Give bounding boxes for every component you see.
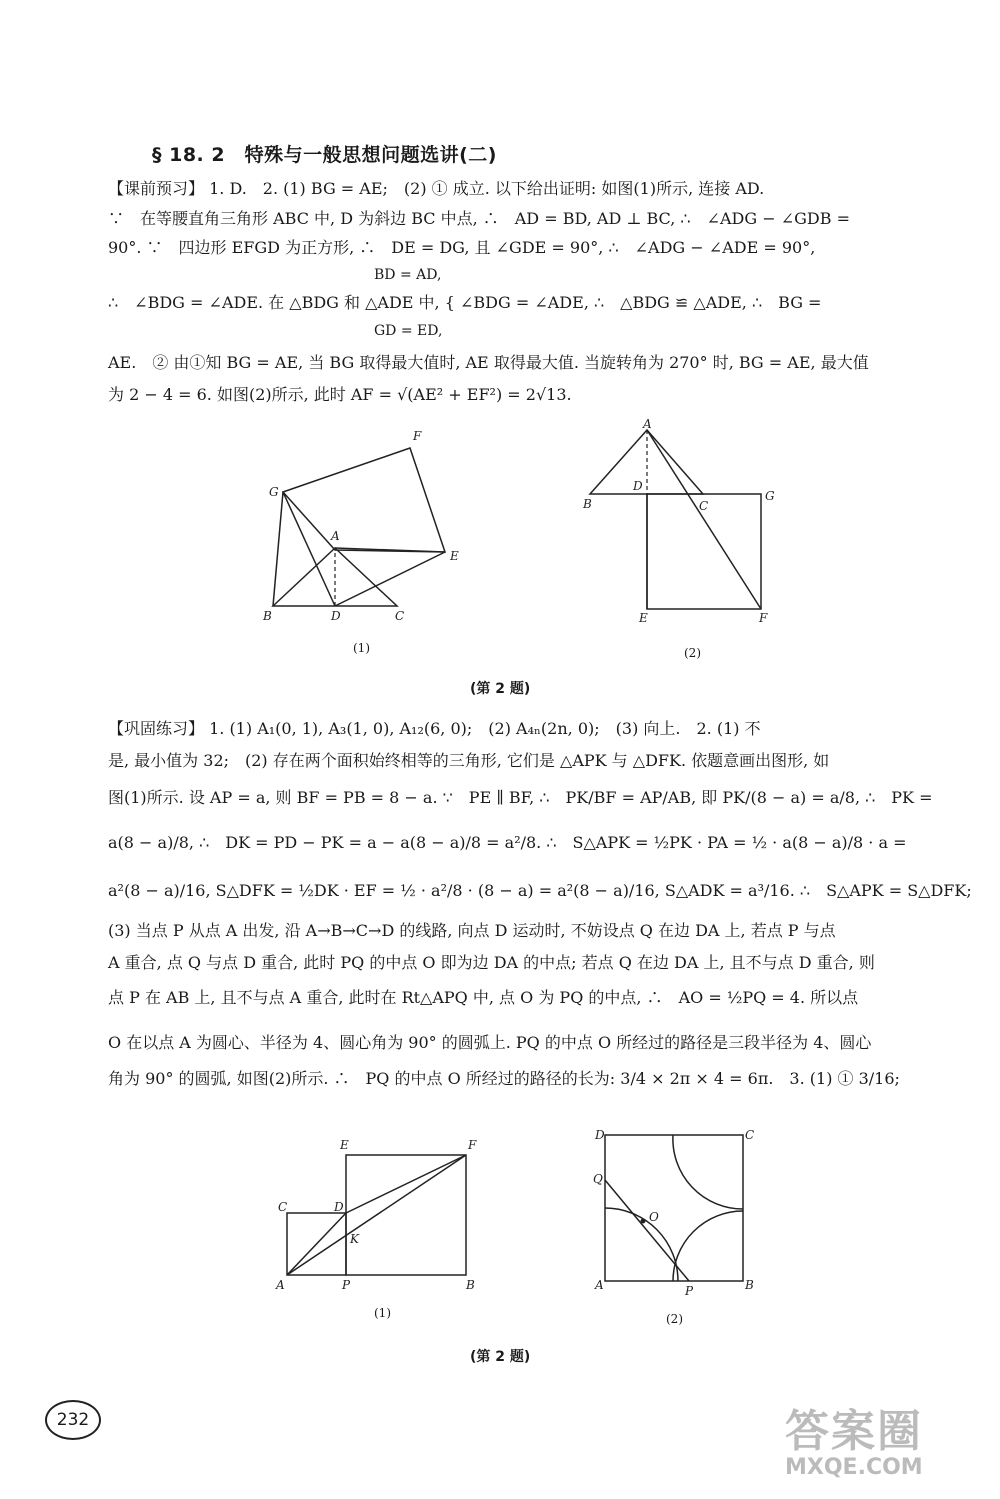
label-P: P <box>685 1284 694 1298</box>
label-B: B <box>583 497 592 511</box>
label-D: D <box>633 479 643 493</box>
label-K: K <box>350 1232 359 1246</box>
figure-1-left-caption: (1) <box>353 641 370 655</box>
text-line: ∴ ∠BDG = ∠ADE. 在 △BDG 和 △ADE 中, { ∠BDG = ∠ADE, ∴ △BDG ≌ △ADE, ∴ BG = <box>108 293 822 312</box>
text-line: a(8 − a)/8, ∴ DK = PD − PK = a − a(8 − a)/8 = a²/8. ∴ S△APK = ½PK · PA = ½ · a(8 − a)/8 · a = <box>108 833 907 852</box>
label-C: C <box>395 609 405 623</box>
watermark-logo <box>785 1395 985 1485</box>
label-D: D <box>334 1200 344 1214</box>
text-line: 【巩固练习】 1. (1) A₁(0, 1), A₃(1, 0), A₁₂(6, 0); (2) A₄ₙ(2n, 0); (3) 向上. 2. (1) 不 <box>108 719 761 738</box>
text-line: BD = AD, <box>108 267 442 283</box>
section-title: § 18. 2 特殊与一般思想问题选讲(二) <box>152 144 497 166</box>
label-A: A <box>595 1278 604 1292</box>
text-line: 是, 最小值为 32; (2) 存在两个面积始终相等的三角形, 它们是 △APK 与 △DFK. 依题意画出图形, 如 <box>108 751 830 770</box>
figure-1-right-diagram <box>575 418 785 628</box>
label-F: F <box>468 1138 477 1152</box>
label-F: F <box>759 611 768 625</box>
figure-2-right-caption: (2) <box>666 1312 683 1326</box>
label-G: G <box>765 489 775 503</box>
label-E: E <box>639 611 648 625</box>
figure-2-left-diagram <box>270 1135 490 1295</box>
text-line: GD = ED, <box>108 323 443 339</box>
label-B: B <box>745 1278 754 1292</box>
text-line: 为 2 − 4 = 6. 如图(2)所示, 此时 AF = √(AE² + EF²) = 2√13. <box>108 385 572 404</box>
figure-1-title: (第 2 题) <box>470 681 531 697</box>
text-line: 图(1)所示. 设 AP = a, 则 BF = PB = 8 − a. ∵ PE ∥ BF, ∴ PK/BF = AP/AB, 即 PK/(8 − a) = a/8, ∴ PK = <box>108 788 933 807</box>
text-line: A 重合, 点 Q 与点 D 重合, 此时 PQ 的中点 O 即为边 DA 的中点; 若点 Q 在边 DA 上, 且不与点 D 重合, 则 <box>108 953 875 972</box>
label-A: A <box>276 1278 285 1292</box>
text-line: a²(8 − a)/16, S△DFK = ½DK · EF = ½ · a²/8 · (8 − a) = a²(8 − a)/16, S△ADK = a³/16. ∴ S△APK = S△DFK; <box>108 881 972 900</box>
page-number: 232 <box>45 1400 101 1440</box>
label-G: G <box>269 485 279 499</box>
label-C: C <box>745 1128 755 1142</box>
label-P: P <box>342 1278 351 1292</box>
figure-2-right-diagram <box>585 1125 765 1300</box>
figure-2-title: (第 2 题) <box>470 1349 531 1365</box>
label-C: C <box>278 1200 288 1214</box>
text-line: 点 P 在 AB 上, 且不与点 A 重合, 此时在 Rt△APQ 中, 点 O 为 PQ 的中点, ∴ AO = ½PQ = 4. 所以点 <box>108 988 859 1007</box>
label-C: C <box>699 499 709 513</box>
label-Q: Q <box>593 1172 603 1186</box>
label-A: A <box>643 418 652 431</box>
watermark-text: 答案圈 <box>785 1406 923 1457</box>
text-line: ∵ 在等腰直角三角形 ABC 中, D 为斜边 BC 中点, ∴ AD = BD, AD ⊥ BC, ∴ ∠ADG − ∠GDB = <box>108 209 850 228</box>
text-line: O 在以点 A 为圆心、半径为 4、圆心角为 90° 的圆弧上. PQ 的中点 O 所经过的路径是三段半径为 4、圆心 <box>108 1033 872 1052</box>
figure-2-left-caption: (1) <box>374 1306 391 1320</box>
text-line: 角为 90° 的圆弧, 如图(2)所示. ∴ PQ 的中点 O 所经过的路径的长为: 3/4 × 2π × 4 = 6π. 3. (1) ① 3/16; <box>108 1069 900 1088</box>
label-O: O <box>649 1210 659 1224</box>
text-line: AE. ② 由①知 BG = AE, 当 BG 取得最大值时, AE 取得最大值. 当旋转角为 270° 时, BG = AE, 最大值 <box>108 353 869 372</box>
label-D: D <box>331 609 341 623</box>
text-line: 90°. ∵ 四边形 EFGD 为正方形, ∴ DE = DG, 且 ∠GDE = 90°, ∴ ∠ADG − ∠ADE = 90°, <box>108 238 816 257</box>
watermark-url: MXQE.COM <box>785 1455 923 1480</box>
label-E: E <box>340 1138 349 1152</box>
label-E: E <box>450 549 459 563</box>
label-D: D <box>595 1128 605 1142</box>
label-A: A <box>331 529 340 543</box>
label-F: F <box>413 429 422 443</box>
label-B: B <box>263 609 272 623</box>
label-B: B <box>466 1278 475 1292</box>
text-line: 【课前预习】 1. D. 2. (1) BG = AE; (2) ① 成立. 以下给出证明: 如图(1)所示, 连接 AD. <box>108 179 765 198</box>
text-line: (3) 当点 P 从点 A 出发, 沿 A→B→C→D 的线路, 向点 D 运动时, 不妨设点 Q 在边 DA 上, 若点 P 与点 <box>108 921 836 940</box>
figure-1-right-caption: (2) <box>684 646 701 660</box>
figure-1-left-diagram <box>255 420 475 635</box>
